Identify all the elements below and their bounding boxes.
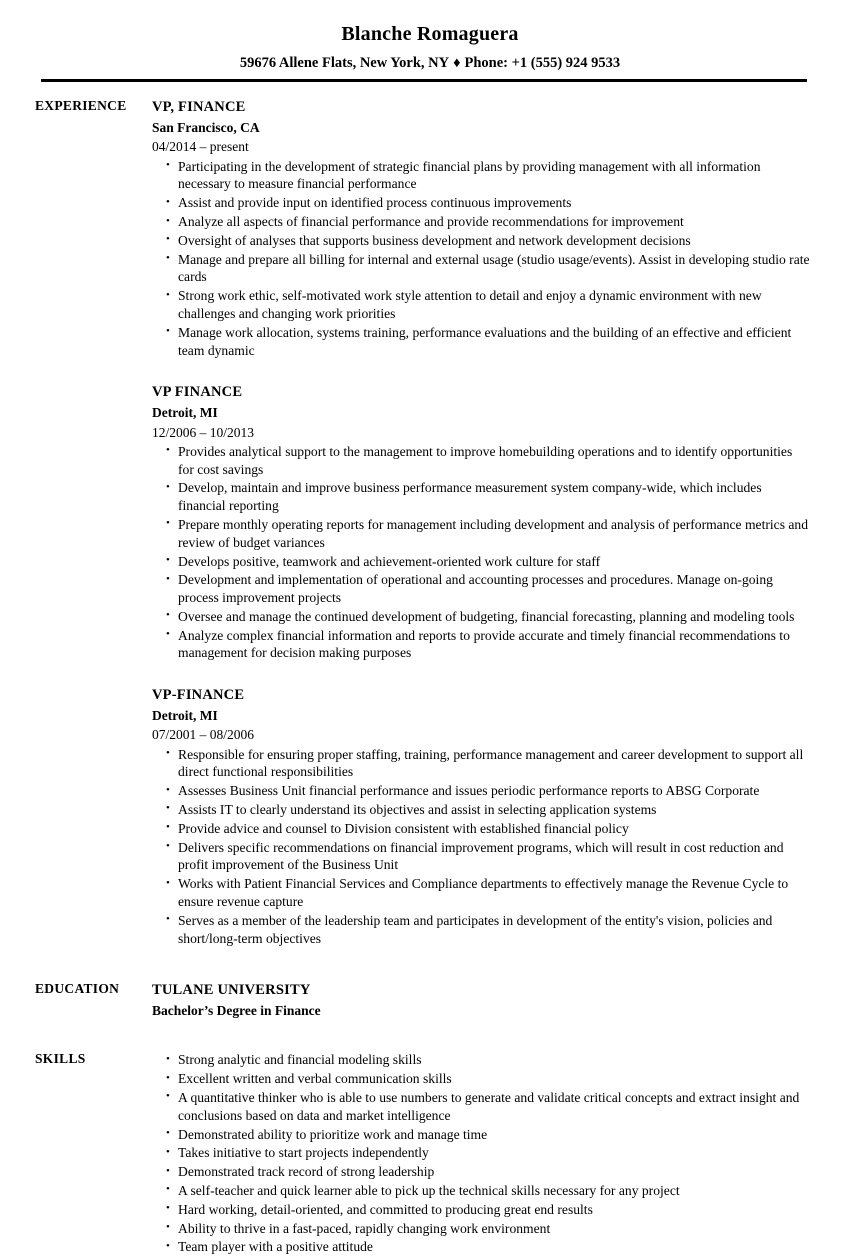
job-dates: 04/2014 – present xyxy=(152,139,249,155)
diamond-separator-icon: ♦ xyxy=(453,55,461,71)
education-section xyxy=(0,981,860,1020)
list-item: • Delivers specific recommendations on financial improvement programs, which will result in cost reduction and profit improvement of the Business Unit xyxy=(152,839,810,875)
list-item: • Team player with a positive attitude xyxy=(152,1238,810,1256)
list-item: • Provide advice and counsel to Division consistent with established financial policy xyxy=(152,820,810,838)
list-item: • Assists IT to clearly understand its objectives and assist in selecting application systems xyxy=(152,801,810,819)
list-item: • Participating in the development of strategic financial plans by providing management with all information necessary to measure financial performance xyxy=(152,158,810,194)
job-location: San Francisco, CA xyxy=(152,120,260,136)
resume-header xyxy=(0,0,860,82)
education-entries xyxy=(152,981,860,1020)
job-title: VP FINANCE xyxy=(152,384,243,401)
list-item: • Provides analytical support to the management to improve homebuilding operations and to identify opportunities for cost savings xyxy=(152,443,810,479)
job-responsibility-list xyxy=(152,443,810,663)
list-item: • Oversight of analyses that supports business development and network development decisions xyxy=(152,232,810,250)
section-label-skills: SKILLS xyxy=(35,1051,86,1067)
list-item: • Assesses Business Unit financial performance and issues periodic performance reports to ABSG Corporate xyxy=(152,782,810,800)
skills-section xyxy=(0,1050,860,1256)
candidate-name: Blanche Romaguera xyxy=(341,23,519,45)
job-dates: 07/2001 – 08/2006 xyxy=(152,727,255,743)
list-item: • Hard working, detail-oriented, and committed to producing great end results xyxy=(152,1201,810,1219)
job-location: Detroit, MI xyxy=(152,708,218,724)
candidate-phone: Phone: +1 (555) 924 9533 xyxy=(464,55,621,71)
list-item: • Develop, maintain and improve business performance measurement system company-wide, which includes financial reporting xyxy=(152,479,810,515)
candidate-contact-line xyxy=(0,55,860,72)
list-item: • Serves as a member of the leadership team and participates in development of the entity's vision, policies and short/long-term objectives xyxy=(152,912,810,948)
education-school: TULANE UNIVERSITY xyxy=(152,982,311,999)
list-item: • Analyze complex financial information and reports to provide accurate and timely financial recommendations to management for decision making purposes xyxy=(152,627,810,663)
list-item: • Manage and prepare all billing for internal and external usage (studio usage/events). Assist in developing studio rate cards xyxy=(152,251,810,287)
job-entry xyxy=(152,686,810,947)
education-degree: Bachelor’s Degree in Finance xyxy=(152,1003,321,1019)
list-item: • Oversee and manage the continued development of budgeting, financial forecasting, planning and modeling tools xyxy=(152,608,810,626)
job-location: Detroit, MI xyxy=(152,405,218,421)
list-item: • Analyze all aspects of financial performance and provide recommendations for improvement xyxy=(152,213,810,231)
list-item: • Development and implementation of operational and accounting processes and procedures. Manage on-going process improvement projects xyxy=(152,571,810,607)
list-item: • Prepare monthly operating reports for management including development and analysis of performance metrics and review of budget variances xyxy=(152,516,810,552)
section-label-education: EDUCATION xyxy=(35,981,120,997)
list-item: • Manage work allocation, systems training, performance evaluations and the building of an effective and efficient team dynamic xyxy=(152,324,810,360)
list-item: • Strong analytic and financial modeling skills xyxy=(152,1051,810,1069)
section-label-experience: EXPERIENCE xyxy=(35,98,127,114)
experience-section xyxy=(0,98,860,947)
list-item: • Demonstrated ability to prioritize work and manage time xyxy=(152,1126,810,1144)
header-divider xyxy=(41,79,807,82)
skills-list xyxy=(152,1051,810,1256)
list-item: • A quantitative thinker who is able to use numbers to generate and validate critical concepts and extract insight and conclusions based on data and market intelligence xyxy=(152,1089,810,1125)
candidate-address: 59676 Allene Flats, New York, NY xyxy=(239,55,450,71)
skills-entries xyxy=(152,1050,860,1256)
job-title: VP, FINANCE xyxy=(152,99,246,116)
experience-entries xyxy=(152,98,860,947)
list-item: • Works with Patient Financial Services and Compliance departments to effectively manage the Revenue Cycle to ensure revenue capture xyxy=(152,875,810,911)
list-item: • Develops positive, teamwork and achievement-oriented work culture for staff xyxy=(152,553,810,571)
job-title: VP-FINANCE xyxy=(152,687,245,704)
job-responsibility-list xyxy=(152,746,810,948)
list-item: • Ability to thrive in a fast-paced, rapidly changing work environment xyxy=(152,1220,810,1238)
list-item: • Responsible for ensuring proper staffing, training, performance management and career development to support all direct functional responsibilities xyxy=(152,746,810,782)
list-item: • A self-teacher and quick learner able to pick up the technical skills necessary for any project xyxy=(152,1182,810,1200)
job-responsibility-list xyxy=(152,158,810,360)
job-entry xyxy=(152,98,810,359)
job-entry xyxy=(152,383,810,662)
list-item: • Assist and provide input on identified process continuous improvements xyxy=(152,194,810,212)
list-item: • Takes initiative to start projects independently xyxy=(152,1144,810,1162)
job-dates: 12/2006 – 10/2013 xyxy=(152,424,255,440)
list-item: • Demonstrated track record of strong leadership xyxy=(152,1163,810,1181)
list-item: • Strong work ethic, self-motivated work style attention to detail and enjoy a dynamic environment with new challenges and changing work priorities xyxy=(152,287,810,323)
list-item: • Excellent written and verbal communication skills xyxy=(152,1070,810,1088)
